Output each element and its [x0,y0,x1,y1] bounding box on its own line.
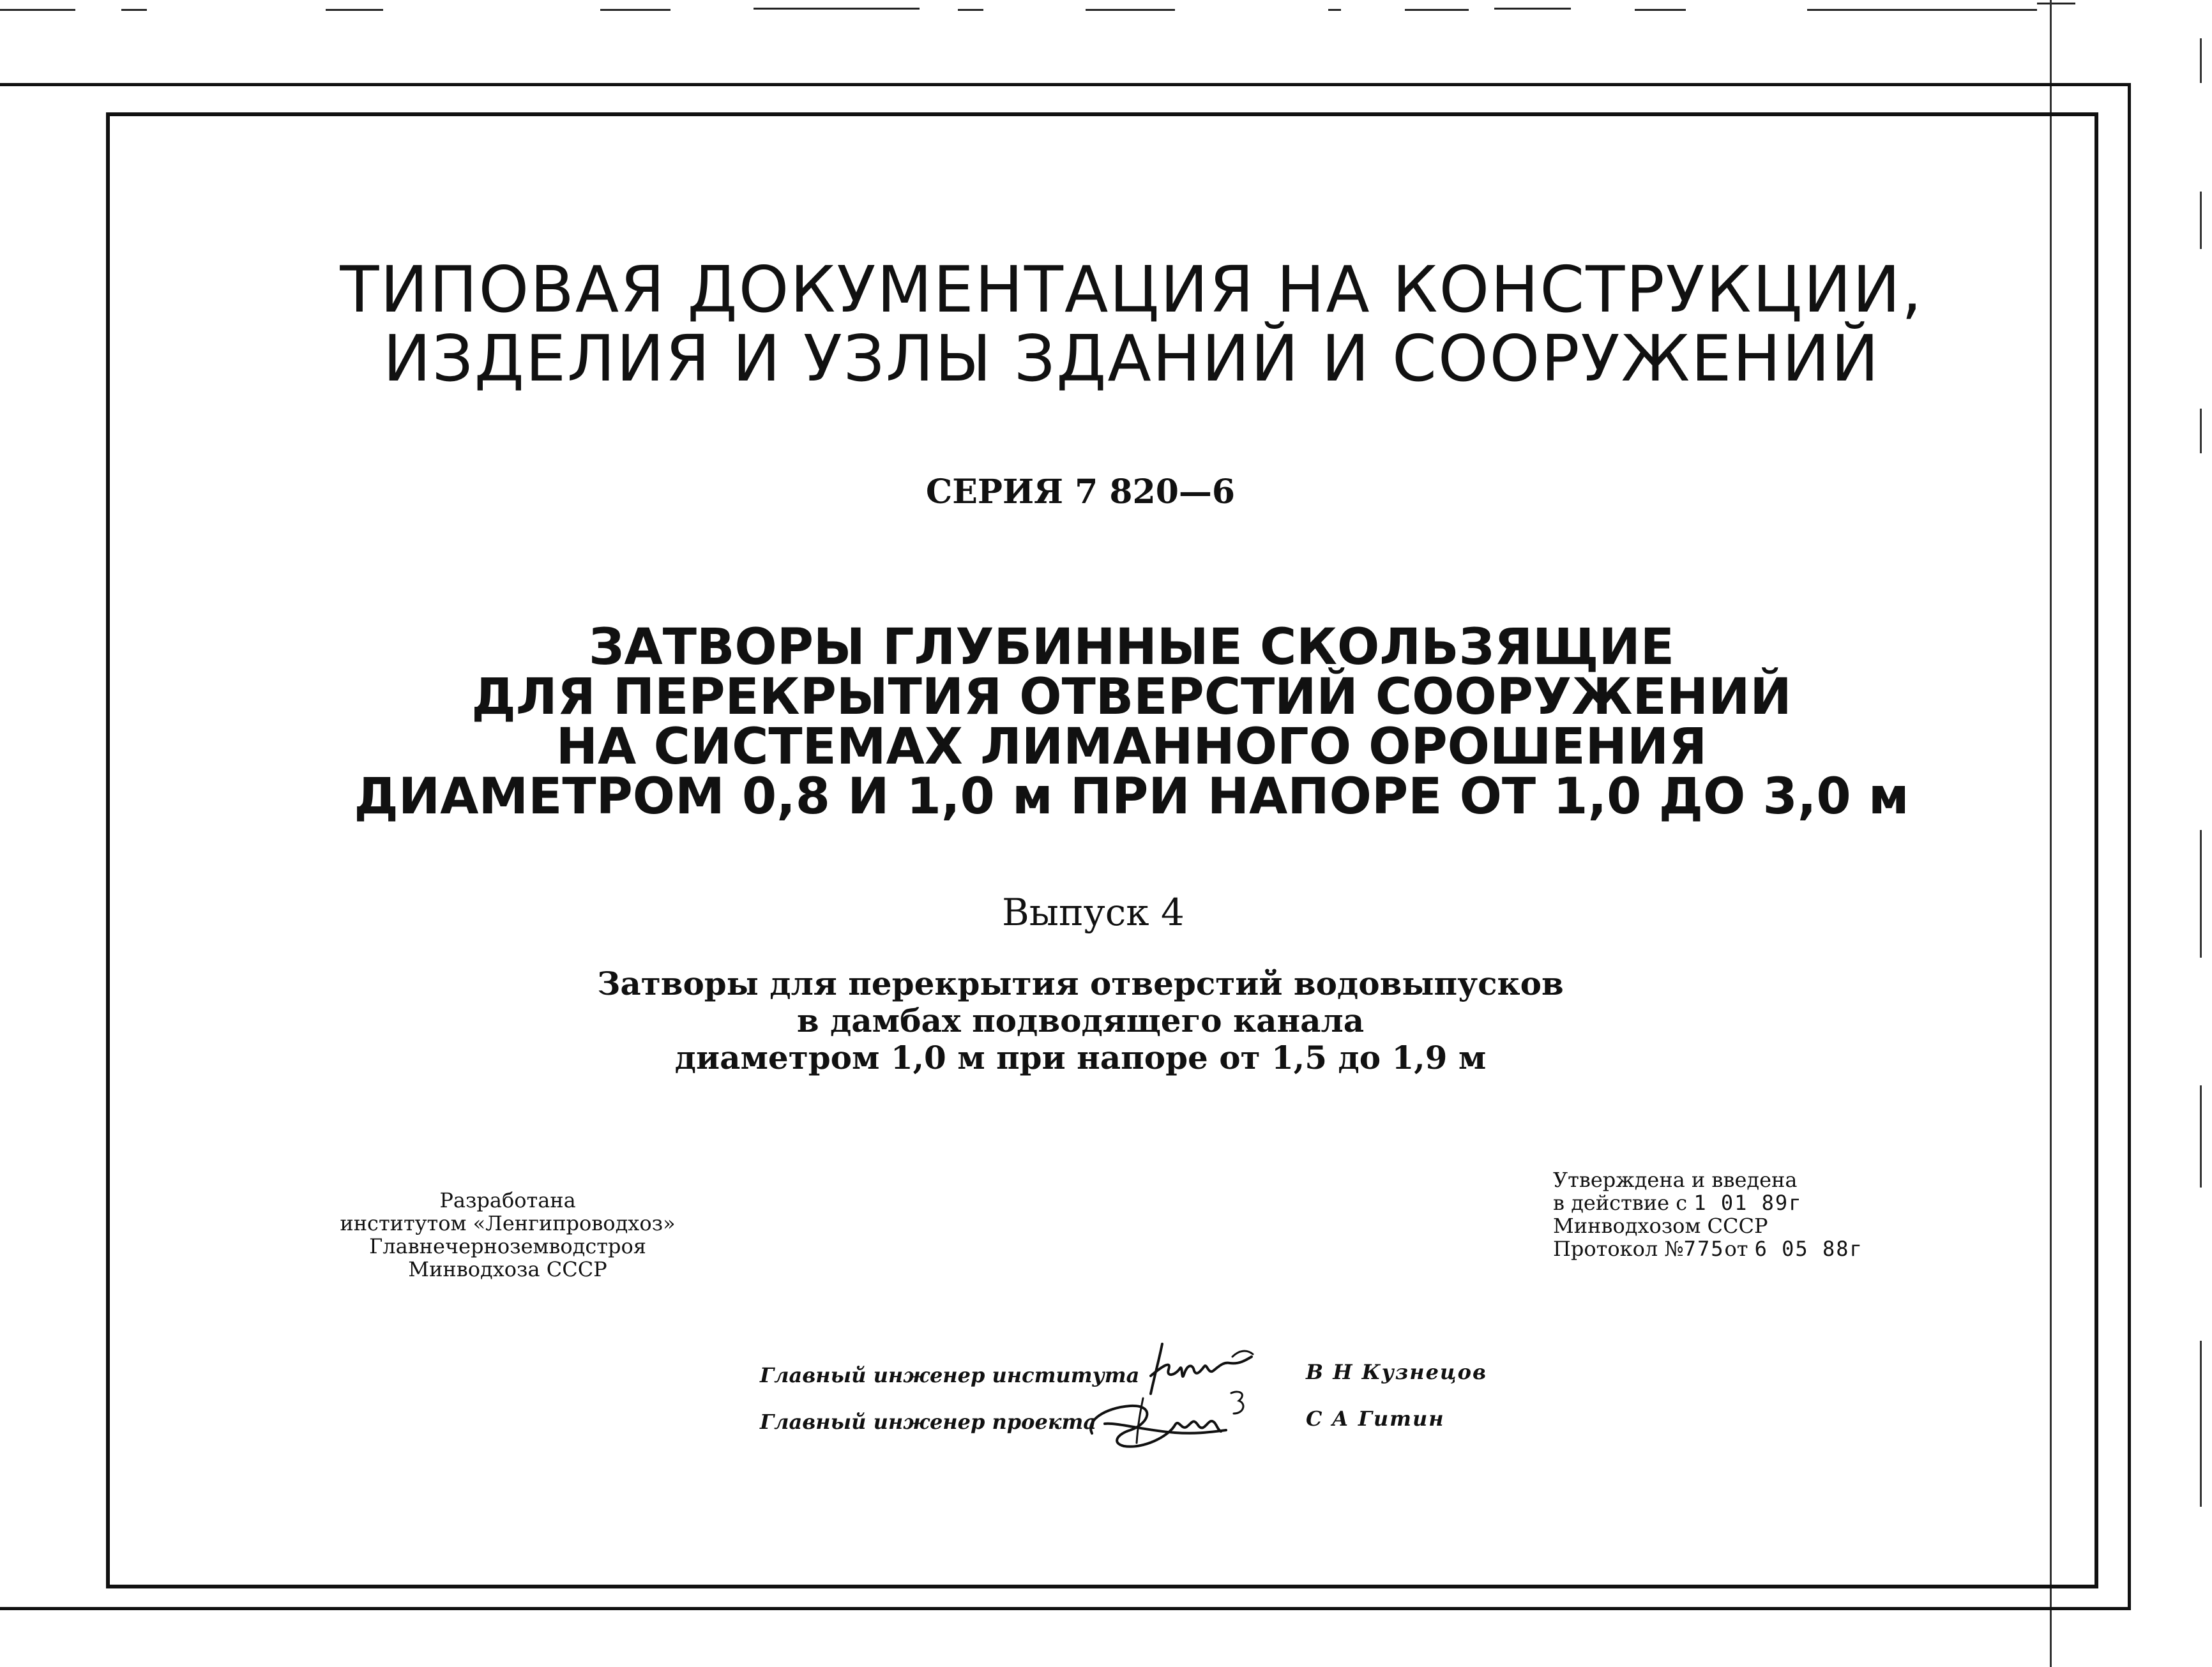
product-title-line: ДИАМЕТРОМ 0,8 И 1,0 м ПРИ НАПОРЕ ОТ 1,0 ДО 3,0 м [354,768,1909,826]
scan-artifact-line [1086,9,1175,11]
scan-artifact-line [1494,8,1571,10]
scan-artifact-line [958,9,983,11]
main-title-line: ТИПОВАЯ ДОКУМЕНТАЦИЯ НА КОНСТРУКЦИИ, [340,252,1923,327]
scan-artifact-vertical-line [2200,409,2202,453]
main-title-line: ИЗДЕЛИЯ И УЗЛЫ ЗДАНИЙ И СООРУЖЕНИЙ [383,321,1881,396]
scan-artifact-vertical-line [2200,1085,2202,1188]
signature-role: Главный инженер института [760,1363,1140,1387]
developer-line: Главнечерноземводстроя [369,1234,646,1258]
issue-number: Выпуск 4 [1002,891,1185,934]
protocol-from-label: от [1724,1237,1748,1261]
product-title-line: НА СИСТЕМАХ ЛИМАННОГО ОРОШЕНИЯ [556,718,1708,776]
approval-block [1553,1168,1936,1260]
developer-block [338,1189,677,1281]
protocol-date: 6 05 88г [1754,1237,1863,1261]
scan-artifact-line [1405,9,1469,11]
scan-artifact-line [600,9,670,11]
scan-artifact-line [1635,9,1686,11]
scan-artifact-vertical-line [2200,830,2202,958]
product-title-line: ЗАТВОРЫ ГЛУБИННЫЕ СКОЛЬЗЯЩИЕ [588,619,1675,676]
developer-line: Разработана [439,1188,576,1212]
scan-artifact-vertical-line [2200,1341,2202,1507]
product-title-line: ДЛЯ ПЕРЕКРЫТИЯ ОТВЕРСТИЙ СООРУЖЕНИЙ [471,668,1792,726]
series-number: СЕРИЯ 7 820—6 [925,472,1236,511]
signature-gitin [1079,1385,1252,1456]
scan-artifact-line [1807,9,2037,11]
scan-artifact-line [121,9,147,11]
approval-line [1553,1191,1936,1214]
approval-effective-date: 1 01 89г [1693,1191,1803,1215]
approval-effective-label: в действие с [1553,1191,1688,1215]
issue-subtitle [0,965,2186,1076]
issue-subtitle-line: в дамбах подводящего канала [796,1002,1365,1039]
issue-subtitle-line: Затворы для перекрытия отверстий водовыпусков [597,965,1564,1002]
protocol-number: 775 [1683,1237,1725,1261]
scan-artifact-line [326,9,383,11]
scan-artifact-line [2037,3,2075,4]
signature-name: В Н Кузнецов [1306,1360,1487,1384]
scan-artifact-line [754,8,920,10]
main-title [26,252,2212,396]
issue-subtitle-line: диаметром 1,0 м при напоре от 1,5 до 1,9 м [674,1039,1487,1076]
approval-line [1553,1237,1936,1260]
protocol-label: Протокол № [1553,1237,1684,1261]
scan-artifact-vertical-line [2200,38,2202,83]
signature-name: С А Гитин [1306,1407,1445,1431]
signature-role: Главный инженер проекта [760,1410,1097,1434]
developer-line: институтом «Ленгипроводхоз» [340,1211,676,1235]
approval-line: Минводхозом СССР [1553,1214,1768,1238]
scan-artifact-vertical-line [2200,192,2202,249]
scan-artifact-line [1328,9,1341,11]
developer-line: Минводхоза СССР [408,1257,607,1281]
approval-line: Утверждена и введена [1553,1168,1798,1192]
scan-artifact-line [0,9,75,11]
product-title [26,619,2212,826]
